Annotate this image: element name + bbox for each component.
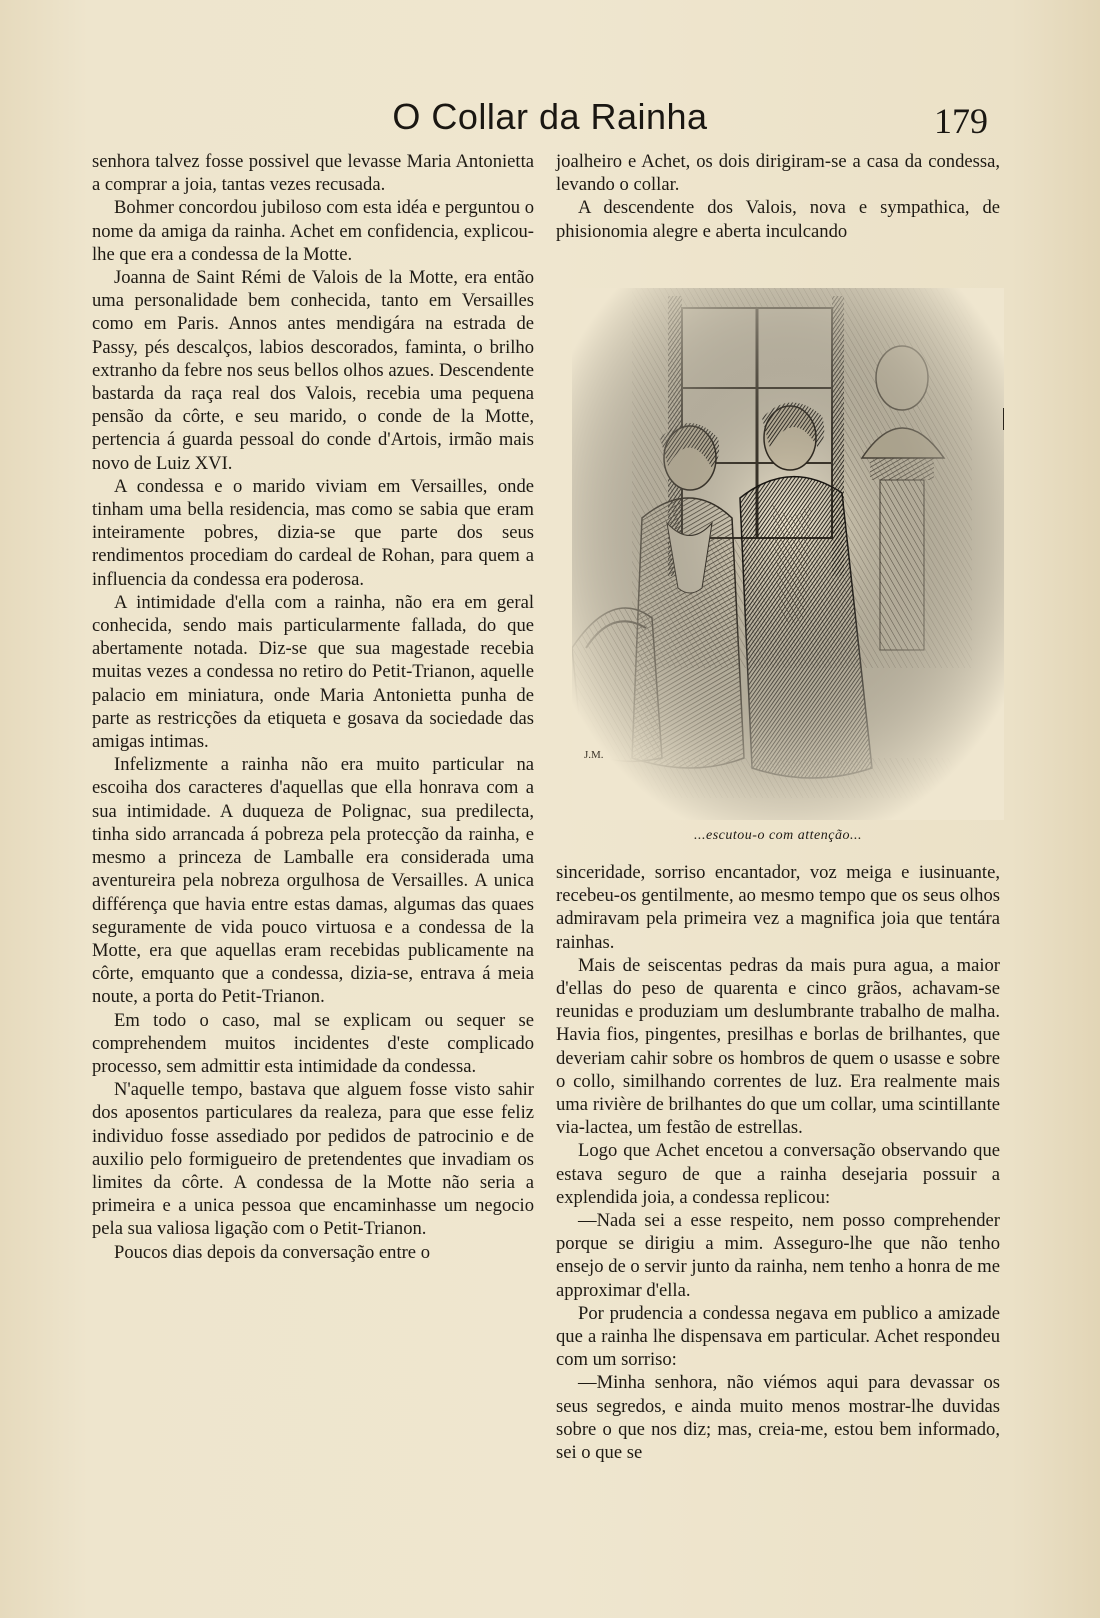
paragraph: Poucos dias depois da conversação entre o — [114, 1241, 430, 1263]
paragraph: A intimidade d'ella com a rainha, não era em geral conhecida, sendo mais particularmente fallada, do que abertamente notada. Diz-se que sua magestade recebia muitas vezes a condessa no retiro do Petit-Trianon, aquelle palacio em miniatura, onde Maria Antonietta punha de parte as restricções da etiqueta e gosava da sociedade das amigas intimas. — [92, 591, 534, 753]
margin-rule — [1003, 408, 1004, 430]
page-number: 179 — [934, 101, 988, 141]
paragraph: joalheiro e Achet, os dois dirigiram-se a casa da condessa, levando o collar. — [556, 151, 1000, 196]
paragraph: —Minha senhora, não viémos aqui para devassar os seus segredos, e ainda muito menos mostrar-lhe duvidas sobre o que nos diz; mas, creia-me, estou bem informado, sei o que se — [556, 1372, 1000, 1464]
paragraph: A descendente dos Valois, nova e sympathica, de phisionomia alegre e aberta inculcando — [556, 197, 1000, 242]
paragraph: sinceridade, sorriso encantador, voz meiga e iusinuante, recebeu-os gentilmente, ao mesmo tempo que os seus olhos admiravam pela primeira vez a magnifica joia que tentára rainhas. — [556, 862, 1000, 953]
paragraph: Logo que Achet encetou a conversação observando que estava seguro de que a rainha desejaria possuir a explendida joia, a condessa replicou: — [556, 1140, 1000, 1208]
illustration-caption: ...escutou-o com attenção... — [694, 828, 862, 843]
paragraph: —Nada sei a esse respeito, nem posso comprehender porque se dirigiu a mim. Asseguro-lhe que não tenho ensejo de o servir junto da rainha, nem tenho a honra de me approximar d'ella. — [556, 1210, 1000, 1301]
paragraph: Por prudencia a condessa negava em publico a amizade que a rainha lhe dispensava em particular. Achet respondeu com um sorriso: — [556, 1302, 1000, 1371]
paragraph: Joanna de Saint Rémi de Valois de la Motte, era então uma personalidade bem conhecida, tanto em Versailles como em Paris. Annos antes mendigára na estrada de Passy, pés descalços, labios descorados, faminta, o brilho extranho da febre nos seus bellos olhos azues. Descendente bastarda da raça real dos Valois, recebia uma pequena pensão da côrte, e seu marido, o conde de la Motte, pertencia á guarda pessoal do conde d'Artois, irmão mais novo de Luiz XVI. — [92, 267, 534, 474]
paragraph: Mais de seiscentas pedras da mais pura agua, a maior d'ellas do peso de quarenta e cinco grãos, achavam-se reunidas e produziam um deslumbrante trabalho de malha. Havia fios, pingentes, presilhas e borlas de brilhantes, que deveriam cahir sobre os hombros de quem o usasse e sobre o collo, similhando correntes de luz. Era realmente mais uma rivière de brilhantes do que um collar, uma scintillante via-lactea, um festão de estrellas. — [556, 954, 1000, 1139]
paragraph: senhora talvez fosse possivel que levasse Maria Antonietta a comprar a joia, tantas vezes recusada. — [92, 151, 534, 196]
right-column-top — [556, 150, 1000, 243]
paragraph: A condessa e o marido viviam em Versailles, onde tinham uma bella residencia, mas como se sabia que eram inteiramente pobres, dizia-se que parte dos seus rendimentos procediam do cardeal de Rohan, para quem a influencia da condessa era poderosa. — [92, 475, 534, 590]
illustration-signature: J.M. — [584, 749, 604, 761]
paragraph: N'aquelle tempo, bastava que alguem fosse visto sahir dos aposentos particulares da realeza, para que esse feliz individuo fosse assediado por pedidos de patrocinio e de auxilio pelo formigueiro de pretendentes que invadiam os limites da côrte. A condessa de la Motte não seria a primeira e a unica pessoa que encaminhasse um negocio pela sua valiosa ligação com o Petit-Trianon. — [92, 1079, 534, 1240]
illustration-engraving — [572, 288, 1004, 820]
running-title: O Collar da Rainha — [392, 96, 708, 137]
paragraph: Infelizmente a rainha não era muito particular na escoiha dos caracteres d'aquellas que ella honrava com a sua intimidade. A duqueza de Polignac, sua predilecta, tinha sido arrancada á pobreza pela protecção da rainha, e mesmo a princeza de Lamballe era considerada uma aventureira pela nobreza orgulhosa de Versailles. A unica différença que havia entre estas damas, algumas das quaes seguramente de vida pouco virtuosa e a condessa de la Motte, era que aquellas eram recebidas publicamente na côrte, emquanto que a condessa, dizia-se, entrava á meia noute, a porta do Petit-Trianon. — [92, 754, 534, 1008]
left-column — [92, 150, 534, 1264]
right-column-bottom — [556, 861, 1000, 1464]
paragraph: Em todo o caso, mal se explicam ou sequer se comprehendem muitos incidentes d'este complicado processo, sem admittir esta intimidade da condessa. — [92, 1009, 534, 1077]
paragraph: Bohmer concordou jubiloso com esta idéa e perguntou o nome da amiga da rainha. Achet em confidencia, explicou-lhe que era a condessa de la Motte. — [92, 197, 534, 265]
